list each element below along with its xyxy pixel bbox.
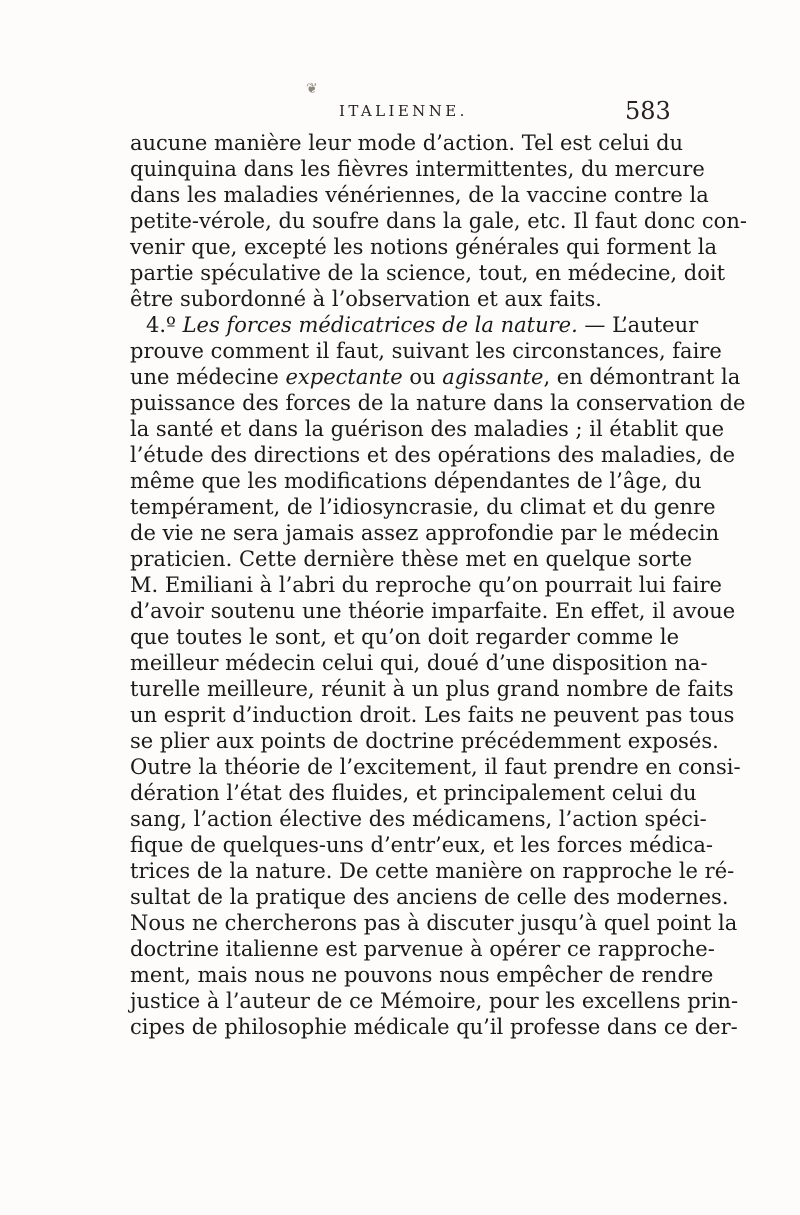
text-line: sang, l’action élective des médicamens, l’action spéci- xyxy=(130,807,707,831)
text-line: puissance des forces de la nature dans la conservation de xyxy=(130,391,746,415)
page-header xyxy=(0,97,800,130)
text-line: prouve comment il faut, suivant les circonstances, faire xyxy=(130,339,722,363)
text-line: l’étude des directions et des opérations des maladies, de xyxy=(130,443,736,467)
text-line: tempérament, de l’idiosyncrasie, du climat et du genre xyxy=(130,495,716,519)
text-line: fique de quelques-uns d’entr’eux, et les forces médica- xyxy=(130,833,713,857)
text-line: que toutes le sont, et qu’on doit regarder comme le xyxy=(130,625,680,649)
text-line: partie spéculative de la science, tout, en médecine, doit xyxy=(130,261,726,285)
running-head: ITALIENNE. xyxy=(339,102,468,120)
text-line: justice à l’auteur de ce Mémoire, pour les excellens prin- xyxy=(130,989,739,1013)
text-line: se plier aux points de doctrine précédemment exposés. xyxy=(130,729,719,753)
text-line: quinquina dans les fièvres intermittentes, du mercure xyxy=(130,157,705,181)
text-line: sultat de la pratique des anciens de celle des modernes. xyxy=(130,885,729,909)
text-line: turelle meilleure, réunit à un plus grand nombre de faits xyxy=(130,677,734,701)
text-line: praticien. Cette dernière thèse met en quelque sorte xyxy=(130,547,692,571)
text-line: meilleur médecin celui qui, doué d’une disposition na- xyxy=(130,651,708,675)
section-heading-tail: — L’auteur xyxy=(577,313,699,337)
text-line: M. Emiliani à l’abri du reproche qu’on pourrait lui faire xyxy=(130,573,722,597)
line-mid: ou xyxy=(402,365,443,389)
text-line-paragraph-end: être subordonné à l’observation et aux faits. xyxy=(130,287,602,311)
text-line-with-italics xyxy=(130,364,741,390)
text-line: cipes de philosophie médicale qu’il professe dans ce der- xyxy=(130,1015,738,1039)
section-title: Les forces médicatrices de la nature. xyxy=(182,313,578,337)
text-line: d’avoir soutenu une théorie imparfaite. En effet, il avoue xyxy=(130,599,736,623)
text-line: petite-vérole, du soufre dans la gale, etc. Il faut donc con- xyxy=(130,209,747,233)
ink-smudge-ornament: ❦ xyxy=(306,81,318,97)
text-line: dans les maladies vénériennes, de la vaccine contre la xyxy=(130,183,709,207)
text-line: doctrine italienne est parvenue à opérer ce rapproche- xyxy=(130,937,715,961)
section-number: 4.º xyxy=(146,313,183,337)
italic-term-expectante: expectante xyxy=(285,365,403,389)
page-number: 583 xyxy=(625,97,671,125)
line-lead: une médecine xyxy=(130,365,286,389)
italic-term-agissante: agissante xyxy=(442,365,544,389)
body-text xyxy=(130,130,747,1040)
text-line: de vie ne sera jamais assez approfondie par le médecin xyxy=(130,521,720,545)
text-line: venir que, excepté les notions générales qui forment la xyxy=(130,235,717,259)
text-line: dération l’état des fluides, et principalement celui du xyxy=(130,781,697,805)
text-line: ment, mais nous ne pouvons nous empêcher de rendre xyxy=(130,963,714,987)
text-line: un esprit d’induction droit. Les faits ne peuvent pas tous xyxy=(130,703,735,727)
section-heading-line xyxy=(130,312,699,338)
text-line: la santé et dans la guérison des maladies ; il établit que xyxy=(130,417,725,441)
line-tail: , en démontrant la xyxy=(543,365,741,389)
text-line: Outre la théorie de l’excitement, il faut prendre en consi- xyxy=(130,755,741,779)
text-line: Nous ne chercherons pas à discuter jusqu’à quel point la xyxy=(130,911,738,935)
text-line: trices de la nature. De cette manière on rapproche le ré- xyxy=(130,859,735,883)
text-line: aucune manière leur mode d’action. Tel est celui du xyxy=(130,131,684,155)
text-line: même que les modifications dépendantes de l’âge, du xyxy=(130,469,702,493)
